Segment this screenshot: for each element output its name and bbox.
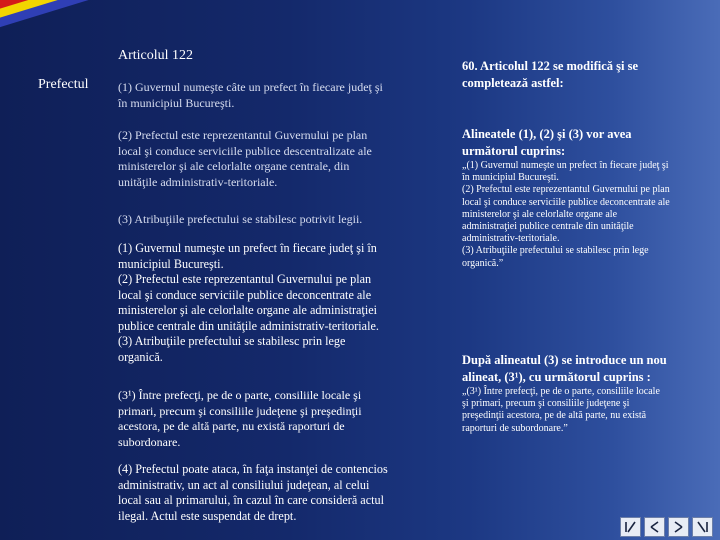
text-line: (2) Prefectul este reprezentantul Guvernului pe plan [118,272,372,286]
text-line: ministerelor şi ale celorlalte organe ale [462,208,618,220]
new-paragraph-heading [462,352,710,386]
text-line: unităţile administrativ-teritoriale. [118,174,278,189]
next-slide-button[interactable] [668,517,689,537]
text-line: local sau al primarului, în cazul în care consideră actul [118,493,384,507]
text-line: (3) Atribuţiile prefectului se stabilesc prin lege [118,334,346,348]
text-line: subordonare. [118,434,181,449]
text-line: local şi conduce serviciile publice descentralizate ale [118,143,372,158]
text-line: în municipiul Bucureşti. [118,95,235,110]
text-line: publice centrale din unităţile administrativ-teritoriale. [118,318,379,333]
text-line: Alineatele (1), (2) şi (3) vor avea [462,127,632,141]
left-paragraph-2 [118,128,434,190]
side-label: Prefectul [38,77,89,92]
text-line: administrativ-teritoriale. [462,233,560,245]
text-line: (2) Prefectul este reprezentantul Guvernului pe plan [462,184,670,196]
text-line: organică.” [462,257,504,269]
text-line: administrativ, un act al consiliului judeţean, al celui [118,477,370,492]
text-line: (2) Prefectul este reprezentantul Guvernului pe plan [118,128,368,142]
skip-to-first-icon [623,520,638,534]
text-line: (4) Prefectul poate ataca, în faţa instanţei de contencios [118,462,388,476]
text-line: (1) Guvernul numeşte câte un prefect în fiecare judeţ şi [118,80,383,94]
paragraphs-heading [462,126,710,160]
text-line: administraţiei publice centrale din unităţile [462,221,634,233]
text-line: (1) Guvernul numeşte un prefect în fiecare judeţ şi în [118,241,377,255]
new-paragraph-text [462,386,710,435]
left-paragraph-6 [118,462,434,524]
text-line: organică. [118,349,163,364]
text-line: şi primari, precum şi consiliile judeţene şi [462,398,630,410]
text-line: acestora, pe de altă parte, nu există raporturi de [118,419,345,433]
text-line: în municipiul Bucureşti. [462,172,559,184]
slide-title: Articolul 122 [118,48,194,63]
text-line: preşedinţii acestora, pe de altă parte, nu există [462,410,647,422]
text-line: local şi conduce serviciile publice deconcentrate ale [462,196,670,208]
text-line: raporturi de subordonare.” [462,422,568,434]
text-line: „(1) Guvernul numeşte un prefect în fiecare judeţ şi [462,160,669,171]
text-line: ilegal. Actul este suspendat de drept. [118,508,297,523]
text-line: (3) Atribuţiile prefectului se stabilesc potrivit legii. [118,212,363,226]
skip-to-last-icon [695,520,710,534]
left-paragraph-3 [118,212,434,228]
text-line: local şi conduce serviciile publice deconcentrate ale [118,287,372,302]
first-slide-button[interactable] [620,517,641,537]
text-line: ministerelor şi ale celorlalte organe centrale, din [118,159,350,173]
text-line: următorul cuprins: [462,144,566,158]
left-paragraph-4 [118,241,434,365]
amended-paragraphs-text [462,160,710,270]
text-line: 60. Articolul 122 se modifică şi se [462,59,639,73]
slide-navigation [620,517,713,537]
amendment-heading [462,58,710,92]
previous-slide-button[interactable] [644,517,665,537]
left-paragraph-1 [118,80,434,111]
text-line: completează astfel: [462,76,564,90]
text-line: „(3¹) Între prefecţi, pe de o parte, consiliile locale [462,386,660,397]
text-line: municipiul Bucureşti. [118,256,224,271]
next-icon [671,520,686,534]
previous-icon [647,520,662,534]
text-line: După alineatul (3) se introduce un nou [462,353,667,367]
text-line: ministerelor şi ale celorlalte organe ale administraţiei [118,303,377,317]
left-paragraph-5 [118,388,434,450]
text-line: (3¹) Între prefecţi, pe de o parte, consiliile locale şi [118,388,362,402]
text-line: alineat, (3¹), cu următorul cuprins : [462,370,651,384]
text-line: (3) Atribuţiile prefectului se stabilesc prin lege [462,245,649,257]
text-line: primari, precum şi consiliile judeţene şi preşedinţii [118,403,362,418]
last-slide-button[interactable] [692,517,713,537]
